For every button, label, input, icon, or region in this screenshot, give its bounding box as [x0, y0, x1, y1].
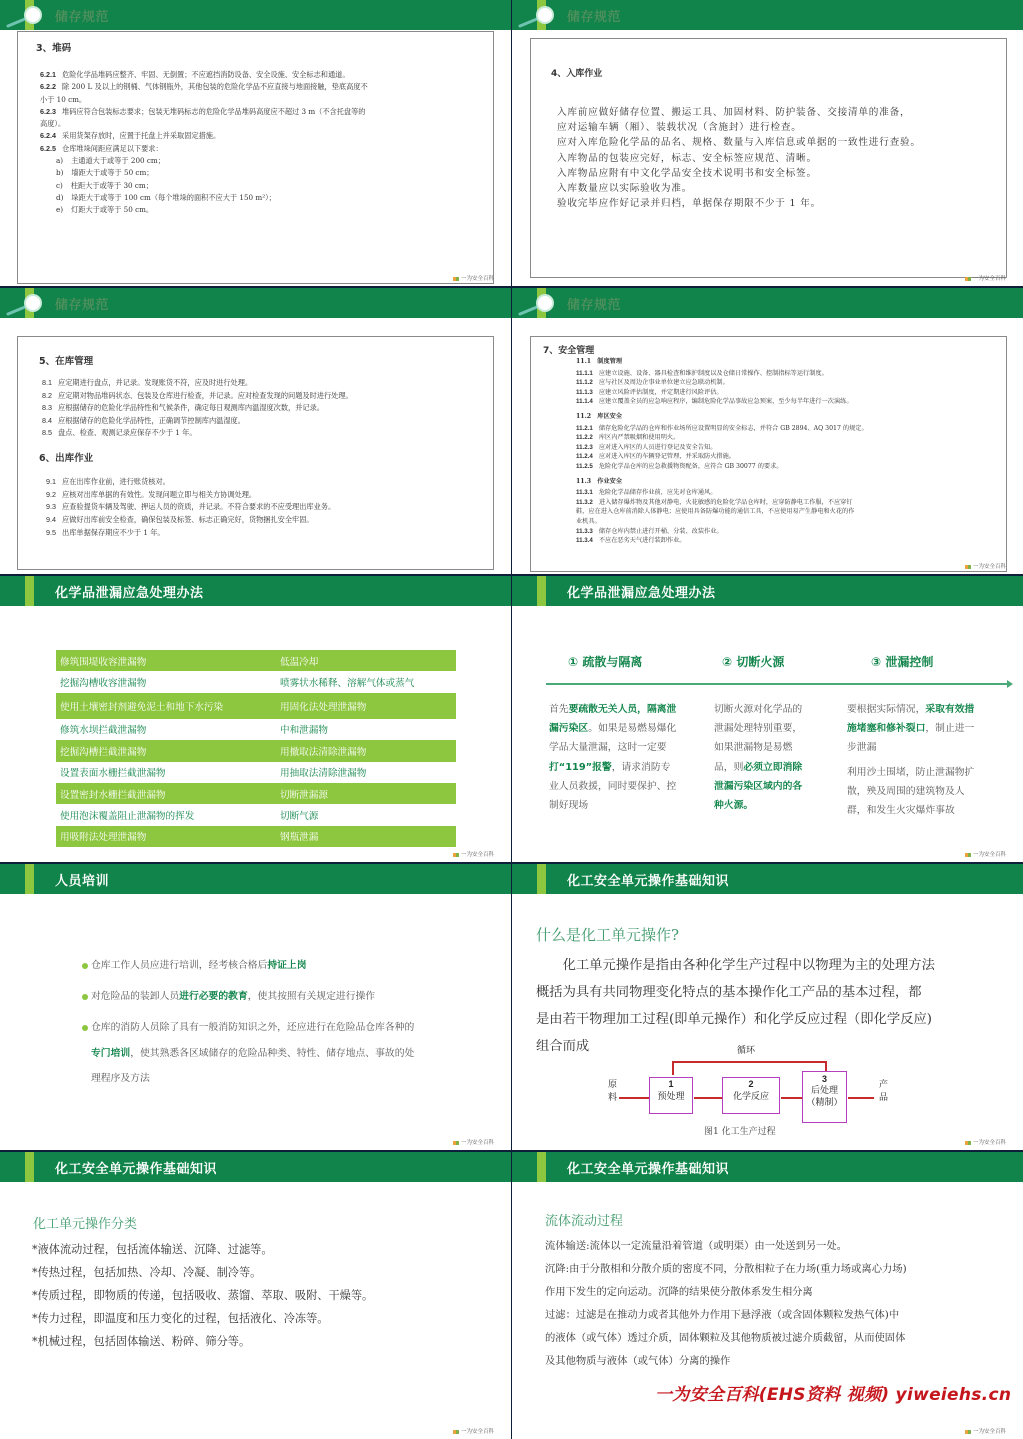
document-text: [576, 357, 868, 546]
doc-line: 11.3.3 储存仓库内禁止进行开桶、分装、改装作业。: [576, 527, 723, 535]
logo-icon: [453, 1141, 459, 1145]
header-title: 储存规范: [567, 10, 622, 25]
magnifier-icon: [517, 6, 557, 28]
definition-paragraph: 化工单元操作是指由各种化学生产过程中以物理为主的处理方法 概括为具有共同物理变化特点的基本操作化工产品的基本过程，都 是由若干物理加工过程(即单元操作）和化学反应过程（即化学反应) 组合而成: [536, 958, 935, 1054]
slide-header: [0, 576, 511, 606]
document-frame: [530, 336, 1007, 572]
doc-line: 9.4 应做好出库前安全检查，确保包装及标签、标志正确完好，货物捆扎安全牢固。: [46, 515, 314, 525]
slide-2-inbound[interactable]: [512, 0, 1023, 286]
flow-box-pretreatment: 1 预处理: [649, 1077, 693, 1114]
section-title: 4、入库作业: [551, 69, 603, 79]
logo-icon: [453, 853, 459, 857]
doc-line: 入库数量应以实际验收为准。: [557, 183, 693, 195]
table-row: 用吸附法处理泄漏物 钢瓶泄漏: [56, 826, 456, 847]
subsection-heading: 11.2 库区安全: [576, 412, 623, 420]
doc-line: 8.4 应根据储存的危险化学品特性，正确调节控制库内温湿度。: [42, 415, 245, 425]
header-title: 化工安全单元操作基础知识: [55, 1162, 218, 1177]
doc-line: 9.1 应在出库作业前，进行账货核对。: [46, 477, 170, 486]
text-line: 过滤：过滤是在推动力或者其他外力作用下悬浮液（或含固体颗粒发热气体)中: [545, 1309, 900, 1321]
slide-header: [512, 288, 1023, 318]
logo-icon: [965, 565, 971, 569]
doc-line: e) 灯距大于或等于 50 cm。: [56, 205, 154, 215]
table-row: 修筑水坝拦截泄漏物 中和泄漏物: [56, 719, 456, 740]
flow-arrow: [694, 1097, 722, 1099]
output-label: 产品: [879, 1080, 889, 1103]
question-title: 什么是化工单元操作?: [536, 926, 680, 944]
header-accent-stripe: [25, 576, 34, 606]
header-title: 化学品泄漏应急处理办法: [567, 586, 716, 601]
flow-box-reaction: 2 化学反应: [722, 1077, 780, 1114]
fluid-flow-text: [545, 1235, 907, 1373]
methods-table: [56, 650, 456, 847]
section-title: 5、在库管理: [39, 356, 94, 367]
footer-logo: 一为安全百科: [965, 1138, 1006, 1146]
slide-3-storage-outbound[interactable]: [0, 288, 511, 574]
header-title: 储存规范: [567, 298, 622, 313]
loop-label: 循环: [737, 1046, 756, 1056]
slide-header: [0, 288, 511, 318]
flow-arrow: [781, 1097, 802, 1099]
step-2-text: 切断火源对化学品的泄漏处理特别重要，如果泄漏物是易燃品，则必须立即消除泄漏污染区域内的各种火源。: [714, 704, 803, 812]
section-subtitle: 化工单元操作分类: [33, 1217, 138, 1232]
table-row: 挖掘沟槽拦截泄漏物 用撤取法清除泄漏物: [56, 740, 456, 761]
doc-line: 8.2 应定期对物品堆码状态、包装及仓库进行检查，并记录。应对检查发现的问题及时进行处理。: [42, 390, 353, 400]
document-text: [46, 476, 335, 540]
document-frame: [530, 38, 1007, 278]
text-line: 作用下发生的定向运动。沉降的结果使分散体系发生相分离: [545, 1286, 813, 1298]
doc-line: a) 主通道大于或等于 200 cm；: [56, 156, 165, 166]
doc-line: 入库物品的包装应完好，标志、安全标签应规范、清晰。: [557, 152, 817, 164]
list-item: *传力过程，即温度和压力变化的过程，包括液化、冷冻等。: [32, 1312, 329, 1325]
table-row: 设置表面水栅拦截泄漏物 用抽取法清除泄漏物: [56, 762, 456, 783]
logo-icon: [965, 1141, 971, 1145]
slide-header: [512, 1152, 1023, 1182]
timeline-arrow: [546, 683, 1009, 685]
subsection-heading: 11.3 作业安全: [576, 477, 623, 485]
slide-header: [512, 864, 1023, 894]
doc-line: 应对入库危险化学品的品名、规格、数量与入库信息或单据的一致性进行查验。: [557, 137, 921, 149]
footer-logo: 一为安全百科: [965, 1427, 1006, 1435]
doc-line: 11.1.2 应与社区及周边企事业单位建立应急联动机制。: [576, 379, 729, 387]
header-title: 化工安全单元操作基础知识: [567, 1162, 730, 1177]
slide-4-safety-management[interactable]: [512, 288, 1023, 574]
diagram-caption: 图1 化工生产过程: [704, 1127, 776, 1137]
footer-logo: 一为安全百科: [453, 274, 494, 282]
text-line: 的液体（或气体）透过介质，固体颗粒及其他物质被过滤介质截留，从而使固体: [545, 1332, 906, 1344]
slide-5-leak-methods-table[interactable]: [0, 576, 511, 862]
doc-line: 应对运输车辆（厢）、装载状况（含施封）进行检查。: [557, 122, 802, 134]
subsection-heading: 11.1 制度管理: [576, 358, 623, 365]
header-title: 化工安全单元操作基础知识: [567, 874, 730, 889]
flow-arrow: [619, 1097, 649, 1099]
flow-box-posttreatment: 3 后处理 （精制）: [802, 1071, 847, 1123]
doc-line: 入库物品应附有中文化学品安全技术说明书和安全标签。: [557, 167, 817, 179]
doc-line: 9.3 应查验提货车辆及驾驶、押运人员的资质，并记录。不符合要求的不应受理出库业务。: [46, 502, 336, 512]
logo-icon: [453, 1430, 459, 1434]
list-item: *传质过程，即物质的传递，包括吸收、蒸馏、萃取、吸附、干燥等。: [32, 1289, 374, 1302]
document-frame: [17, 31, 494, 284]
list-item: *传热过程，包括加热、冷却、冷凝、制冷等。: [32, 1266, 262, 1279]
document-frame: [17, 336, 494, 570]
header-title: 人员培训: [55, 874, 110, 889]
doc-line: b) 墙距大于或等于 50 cm；: [56, 168, 154, 178]
doc-line: 6.2.1 危险化学品堆码应整齐、牢固、无倒置；不应遮挡消防设备、安全设施、安全标志和通道。: [40, 70, 350, 79]
document-text: [42, 377, 353, 440]
doc-line: 8.5 盘点、检查、观测记录应保存不少于 1 年。: [42, 428, 197, 437]
doc-line: 11.2.5 危险化学品仓库的应急救援物资配备，应符合 GB 30077 的要求。: [576, 462, 783, 470]
text-line: 流体输送:流体以一定流量沿着管道（或明渠）由一处送到另一处。: [545, 1240, 848, 1252]
flow-arrow: [848, 1097, 874, 1099]
category-list: [32, 1238, 373, 1353]
slide-1-stacking[interactable]: [0, 0, 511, 286]
doc-line: 验收完毕应作好记录并归档，单据保存期限不少于 1 年。: [557, 198, 822, 210]
list-item: *机械过程，包括固体输送、粉碎、筛分等。: [32, 1335, 251, 1348]
doc-line: 8.3 应根据储存的危险化学品特性和气候条件，确定每日观测库内温湿度次数，并记录。: [42, 403, 324, 412]
bullet-item: 对危险品的装卸人员进行必要的教育，使其按照有关规定进行操作: [91, 984, 416, 1010]
doc-line: 11.3.1 危险化学品储存作业前，应先对仓库通风。: [576, 489, 717, 497]
magnifier-icon: [517, 294, 557, 316]
doc-line: 鞋，应在进入仓库前消除人体静电；应使用具备防爆功能的通信工具，不应使用易产生静电和火花的作: [576, 508, 855, 516]
logo-icon: [965, 277, 971, 281]
slide-header: [512, 576, 1023, 606]
step-3-heading: ③ 泄漏控制: [871, 655, 934, 669]
logo-icon: [965, 1430, 971, 1434]
list-item: *液体流动过程，包括流体输送、沉降、过滤等。: [32, 1243, 273, 1256]
logo-icon: [965, 853, 971, 857]
section-title: 6、出库作业: [39, 453, 94, 464]
section-title: 7、安全管理: [543, 346, 595, 356]
watermark-link[interactable]: 一为安全百科(EHS资料 视频) yiweiehs.cn: [655, 1385, 1012, 1405]
footer-logo: 一为安全百科: [453, 1427, 494, 1435]
step-1-heading: ① 疏散与隔离: [568, 655, 643, 669]
document-text: [557, 105, 921, 211]
slide-header: [0, 0, 511, 30]
input-label: 原料: [608, 1080, 618, 1103]
text-line: 及其他物质与液体（或气体）分离的操作: [545, 1355, 731, 1367]
magnifier-icon: [5, 6, 45, 28]
header-accent-stripe: [537, 576, 546, 606]
document-text: [40, 69, 368, 217]
table-row: 使用土壤密封剂避免泥土和地下水污染 用固化法处理泄漏物: [56, 693, 456, 719]
table-row: 使用泡沫覆盖阻止泄漏物的挥发 切断气源: [56, 804, 456, 825]
header-title: 化学品泄漏应急处理办法: [55, 586, 204, 601]
step-1-text: 首先要疏散无关人员，隔离泄漏污染区。如果是易燃易爆化学品大量泄漏，这时一定要打“119”报警，请求消防专业人员救援，同时要保护、控制好现场: [549, 704, 677, 812]
footer-logo: 一为安全百科: [453, 850, 494, 858]
doc-line: 6.2.4 采用货架存放时，应置于托盘上并采取固定措施。: [40, 131, 221, 141]
header-accent-stripe: [25, 1152, 34, 1182]
doc-line: 11.2.3 应对进入库区的人员进行登记及安全告知。: [576, 443, 717, 451]
doc-line: 11.1.1 应建立设施、设备、器具检查和维护制度以及仓储日常操作、控制指标等运行制度。: [576, 369, 828, 377]
header-accent-stripe: [25, 864, 34, 894]
doc-line: 9.5 出库单据保存期应不少于 1 年。: [46, 527, 165, 537]
section-subtitle: 流体流动过程: [545, 1214, 624, 1229]
footer-logo: 一为安全百科: [965, 850, 1006, 858]
loop-line: [672, 1061, 826, 1063]
doc-line: 入库前应做好储存位置、搬运工具、加固材料、防护装备、交接清单的准备，: [557, 107, 911, 118]
doc-line: 11.1.4 应建立覆盖全员的应急响应程序，编制危险化学品事故应急预案，至少每半年进行一次演练。: [576, 398, 853, 406]
logo-icon: [453, 277, 459, 281]
doc-line: 11.3.2 进入储存爆炸物及其他对静电、火花敏感的危险化学品仓库时，应穿防静电工作服，不应穿钉: [576, 498, 853, 506]
section-title: 3、堆码: [36, 43, 72, 54]
doc-line: c) 柱距大于或等于 30 cm；: [56, 180, 153, 190]
loop-line: [672, 1061, 674, 1075]
slide-8-unit-operation-definition[interactable]: [512, 864, 1023, 1150]
doc-line: 高度）。: [40, 119, 66, 129]
slide-6-leak-steps[interactable]: [512, 576, 1023, 862]
header-accent-stripe: [537, 864, 546, 894]
doc-line: 9.2 应核对出库单据的有效性。发现问题立即与相关方协调处理。: [46, 489, 257, 499]
step-3-text: 要根据实际情况，采取有效措施堵塞和修补裂口，制止进一步泄漏 利用沙土围堵，防止泄漏物扩散，殃及周围的建筑物及人群，和发生火灾爆炸事故: [847, 704, 975, 817]
table-row: 设置密封水栅拦截泄漏物 切断泄漏源: [56, 783, 456, 804]
doc-line: 6.2.2 除 200 L 及以上的钢桶、气体钢瓶外，其他包装的危险化学品不应直接与地面接触，垫底高度不: [40, 82, 368, 92]
step-2-heading: ② 切断火源: [722, 655, 785, 669]
doc-line: 11.1.3 应建立风险评估制度，并定期进行风险评估。: [576, 388, 723, 396]
doc-line: 11.2.1 储存危险化学品的仓库和作业场所应设置明显的安全标志，并符合 GB 2894、AQ 3017 的规定。: [576, 424, 868, 432]
bullet-item: 仓库工作人员应进行培训，经考核合格后持证上岗: [91, 953, 416, 979]
footer-logo: 一为安全百科: [965, 274, 1006, 282]
doc-line: 8.1 应定期进行盘点，并记录。发现账货不符，应及时进行处理。: [42, 378, 253, 387]
table-row: 挖掘沟槽收容泄漏物 喷雾状水稀释、溶解气体或蒸气: [56, 671, 456, 692]
header-accent-stripe: [537, 1152, 546, 1182]
doc-line: 11.2.4 应对进入库区的车辆登记管理，并采取防火措施。: [576, 453, 735, 461]
doc-line: 业机具。: [576, 517, 601, 525]
magnifier-icon: [5, 294, 45, 316]
slide-header: [0, 1152, 511, 1182]
slide-9-unit-operation-categories[interactable]: [0, 1152, 511, 1439]
doc-line: 6.2.3 堆码应符合包装标志要求；包装无堆码标志的危险化学品堆码高度应不超过 3 m（不含托盘等的: [40, 106, 366, 116]
slide-7-training[interactable]: [0, 864, 511, 1150]
doc-line: 11.2.2 库区内严禁吸烟和使用明火。: [576, 434, 680, 442]
text-line: 沉降:由于分散相和分散介质的密度不同，分散相粒子在力场(重力场或离心力场): [545, 1263, 907, 1275]
slide-header: [0, 864, 511, 894]
doc-line: d) 垛距大于或等于 100 cm（每个堆垛的面积不应大于 150 m²）；: [56, 192, 276, 202]
header-title: 储存规范: [55, 298, 110, 313]
footer-logo: 一为安全百科: [453, 1138, 494, 1146]
doc-line: 小于 10 cm。: [40, 94, 87, 104]
header-title: 储存规范: [55, 10, 110, 25]
footer-logo: 一为安全百科: [965, 562, 1006, 570]
slide-10-fluid-flow[interactable]: [512, 1152, 1023, 1439]
doc-line: 11.3.4 不应在恶劣天气进行装卸作业。: [576, 537, 686, 545]
table-row: 修筑围堤收容泄漏物 低温冷却: [56, 650, 456, 671]
slide-header: [512, 0, 1023, 30]
bullet-item: 仓库的消防人员除了具有一般消防知识之外，还应进行在危险品仓库各种的专门培训，使其熟悉各区域储存的危险品种类、特性、储存地点、事故的处理程序及方法: [91, 1015, 416, 1092]
doc-line: 6.2.5 仓库堆垛间距应满足以下要求：: [40, 143, 163, 153]
